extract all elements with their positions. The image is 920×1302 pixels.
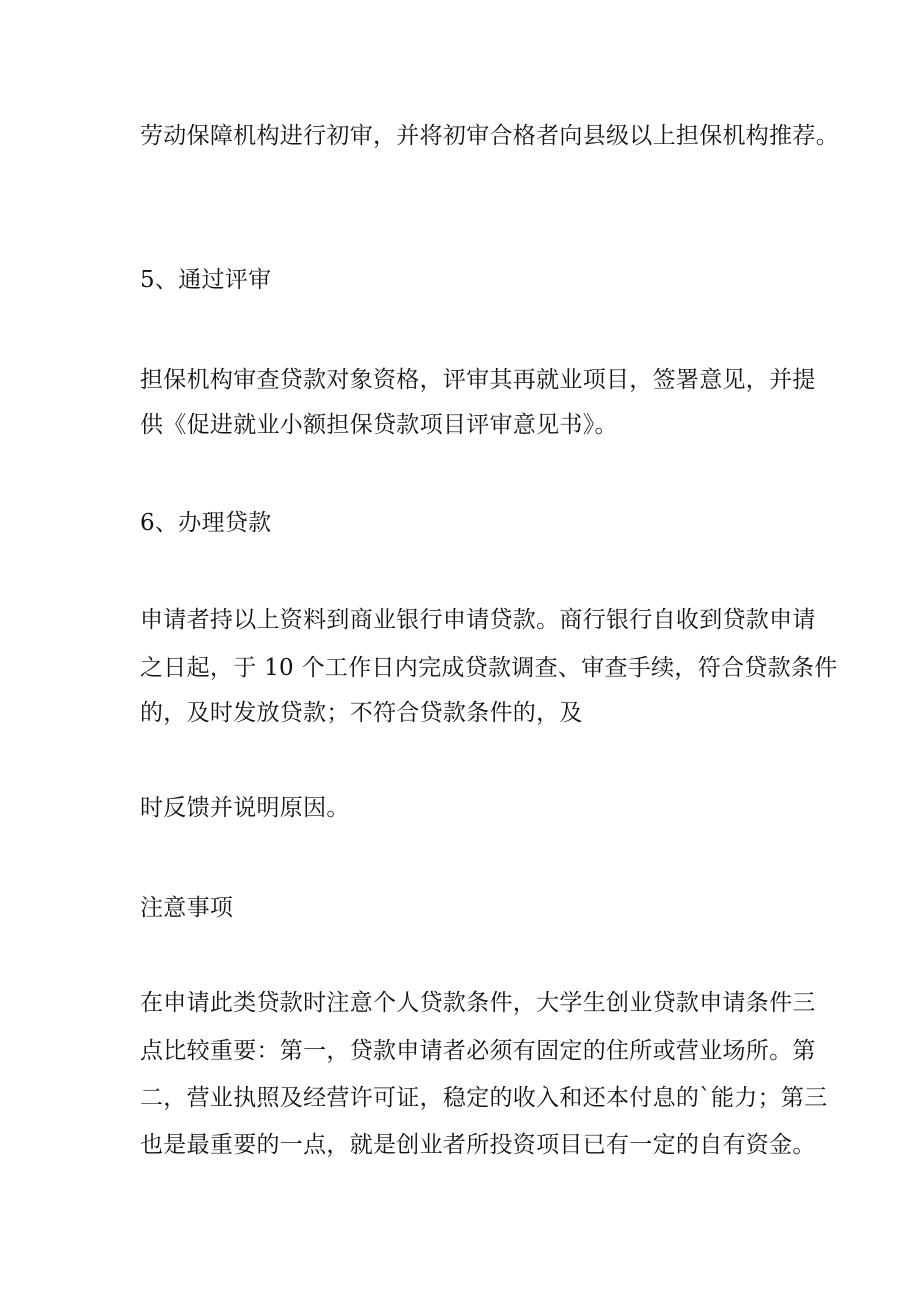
paragraph-line: 担保机构审查贷款对象资格，评审其再就业项目，签署意见，并提 xyxy=(140,367,816,393)
paragraph-line: 的，及时发放贷款；不符合贷款条件的，及 xyxy=(140,700,583,726)
paragraph-line: 供《促进就业小额担保贷款项目评审意见书》。 xyxy=(140,412,618,438)
section-heading-5: 5、通过评审 xyxy=(140,267,272,293)
paragraph-line: 时反馈并说明原因。 xyxy=(140,795,350,821)
paragraph-line: 之日起，于 10 个工作日内完成贷款调查、审查手续，符合贷款条件 xyxy=(140,655,838,681)
section-heading-notes: 注意事项 xyxy=(140,895,234,921)
paragraph-line: 也是最重要的一点，就是创业者所投资项目已有一定的自有资金。 xyxy=(140,1132,816,1158)
paragraph-line: 点比较重要：第一，贷款申请者必须有固定的住所或营业场所。第 xyxy=(140,1038,816,1064)
paragraph-line: 劳动保障机构进行初审，并将初审合格者向县级以上担保机构推荐。 xyxy=(140,123,839,149)
paragraph-line: 在申请此类贷款时注意个人贷款条件，大学生创业贷款申请条件三 xyxy=(140,990,816,1016)
section-heading-6: 6、办理贷款 xyxy=(140,510,272,536)
paragraph-line: 申请者持以上资料到商业银行申请贷款。商行银行自收到贷款申请 xyxy=(140,607,816,633)
paragraph-line: 二，营业执照及经营许可证，稳定的收入和还本付息的`能力；第三 xyxy=(140,1085,828,1111)
